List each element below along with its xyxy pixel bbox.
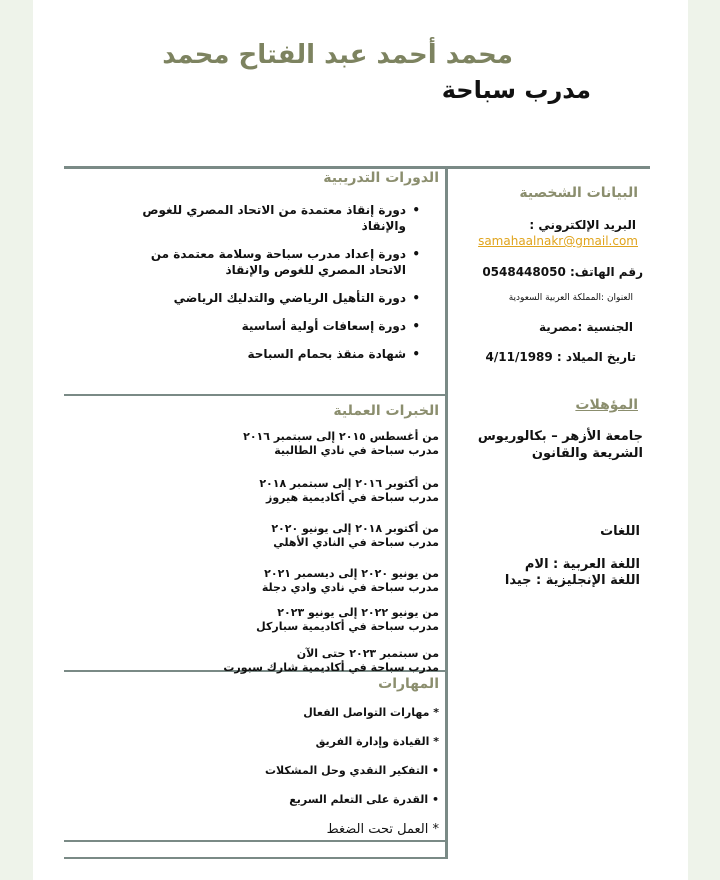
- experience-period: من يونيو ٢٠٢٢ إلى يونيو ٢٠٢٣: [277, 606, 439, 619]
- experience-period: من أكتوبر ٢٠١٨ إلى يونيو ٢٠٢٠: [271, 522, 439, 535]
- skill-item: * مهارات التواصل الفعال: [303, 706, 439, 719]
- cv-page: [33, 0, 688, 880]
- experience-item: [153, 647, 439, 675]
- job-title: مدرب سباحة: [441, 76, 591, 104]
- experience-title: الخبرات العملية: [333, 403, 439, 419]
- skills-title: المهارات: [378, 676, 439, 692]
- course-item: • دورة إسعافات أولية أساسية: [98, 318, 420, 334]
- experience-role: مدرب سباحة في أكاديمية شارك سبورت: [223, 661, 439, 674]
- experience-period: من يونيو ٢٠٢٠ إلى ديسمبر ٢٠٢١: [264, 567, 439, 580]
- email-link[interactable]: samahaalnakr@gmail.com: [478, 234, 638, 248]
- email-label: البريد الإلكتروني :: [529, 218, 636, 232]
- experience-role: مدرب سباحة في النادي الأهلي: [273, 536, 439, 549]
- experience-period: من سبتمبر ٢٠٢٣ حتى الآن: [296, 647, 439, 660]
- languages-title: اللغات: [600, 524, 640, 539]
- person-name: محمد أحمد عبد الفتاح محمد: [162, 40, 513, 70]
- courses-title: الدورات التدريبية: [323, 170, 439, 186]
- top-divider: [64, 166, 650, 169]
- qualifications-title: المؤهلات: [575, 397, 638, 413]
- language-arabic: اللغة العربية : الام: [524, 557, 640, 572]
- bottom-divider: [64, 857, 448, 859]
- experience-period: من أكتوبر ٢٠١٦ إلى سبتمبر ٢٠١٨: [259, 477, 439, 490]
- language-english: اللغة الإنجليزية : جيدا: [504, 573, 640, 588]
- experience-item: [153, 522, 439, 550]
- experience-item: [153, 606, 439, 634]
- skills-divider: [64, 840, 446, 842]
- birthdate-text: تاريخ الميلاد : 4/11/1989: [485, 350, 636, 364]
- experience-role: مدرب سباحة في نادي الطالبية: [274, 444, 439, 457]
- courses-list: [98, 202, 420, 362]
- course-item: • دورة إعداد مدرب سباحة وسلامة معتمدة من الاتحاد المصري للغوص والإنقاذ: [98, 246, 420, 278]
- experience-role: مدرب سباحة في أكاديمية هيروز: [266, 491, 439, 504]
- course-item: • شهادة منقذ بحمام السباحة: [98, 346, 420, 362]
- personal-title: البيانات الشخصية: [519, 185, 638, 201]
- skill-item: • التفكير النقدي وحل المشكلات: [265, 764, 439, 777]
- address-text: العنوان :المملكة العربية السعودية: [508, 293, 633, 303]
- column-divider: [445, 168, 448, 858]
- qualifications-text: جامعة الأزهر – بكالوريوس الشريعة والقانون: [477, 429, 643, 461]
- experience-role: مدرب سباحة في نادي وادي دجلة: [261, 581, 439, 594]
- experience-item: [153, 477, 439, 505]
- experience-item: [153, 430, 439, 458]
- experience-item: [153, 567, 439, 595]
- courses-divider: [64, 394, 446, 396]
- course-item: • دورة التأهيل الرياضي والتدليك الرياضي: [98, 290, 420, 306]
- skill-item: * العمل تحت الضغط: [326, 822, 439, 837]
- skill-item: * القيادة وإدارة الفريق: [315, 735, 439, 748]
- phone-text: رقم الهاتف: 0548448050: [482, 265, 643, 279]
- course-item: • دورة إنقاذ معتمدة من الاتحاد المصري للغوص والإنقاذ: [98, 202, 420, 234]
- nationality-text: الجنسية :مصرية: [538, 320, 633, 334]
- skill-item: • القدرة على التعلم السريع: [289, 793, 439, 806]
- experience-role: مدرب سباحة في أكاديمية سباركل: [256, 620, 439, 633]
- experience-period: من أغسطس ٢٠١٥ إلى سبتمبر ٢٠١٦: [243, 430, 439, 443]
